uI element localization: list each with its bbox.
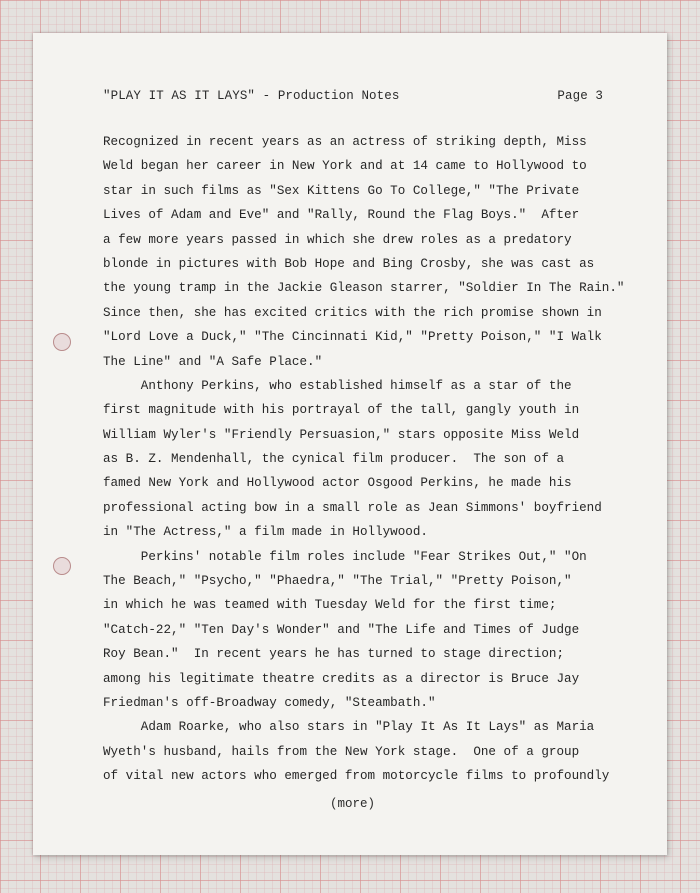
text-line: star in such films as "Sex Kittens Go To College," "The Private	[103, 183, 580, 198]
text-line: Anthony Perkins, who established himself as a star of the	[103, 378, 572, 393]
text-line: Roy Bean." In recent years he has turned to stage direction;	[103, 647, 565, 662]
text-line: The Beach," "Psycho," "Phaedra," "The Trial," "Pretty Poison,"	[103, 574, 572, 589]
document-title: "PLAY IT AS IT LAYS" - Production Notes	[103, 89, 400, 103]
document-page	[33, 33, 667, 855]
text-line: Perkins' notable film roles include "Fear Strikes Out," "On	[103, 549, 587, 564]
text-line: "Lord Love a Duck," "The Cincinnati Kid," "Pretty Poison," "I Walk	[103, 330, 602, 345]
text-line: professional acting bow in a small role as Jean Simmons' boyfriend	[103, 500, 602, 515]
text-line: Adam Roarke, who also stars in "Play It As It Lays" as Maria	[103, 720, 595, 735]
text-line: in which he was teamed with Tuesday Weld for the first time;	[103, 598, 557, 613]
text-line: Since then, she has excited critics with the rich promise shown in	[103, 305, 602, 320]
text-line: William Wyler's "Friendly Persuasion," stars opposite Miss Weld	[103, 427, 580, 442]
text-line: famed New York and Hollywood actor Osgood Perkins, he made his	[103, 476, 572, 491]
text-line: Wyeth's husband, hails from the New York stage. One of a group	[103, 744, 580, 759]
text-line: Weld began her career in New York and at 14 came to Hollywood to	[103, 159, 587, 174]
text-line: in "The Actress," a film made in Hollywood.	[103, 525, 428, 540]
text-line: "Catch-22," "Ten Day's Wonder" and "The Life and Times of Judge	[103, 622, 580, 637]
body-text	[103, 130, 633, 789]
punch-hole-lower	[53, 557, 71, 575]
text-line: as B. Z. Mendenhall, the cynical film producer. The son of a	[103, 452, 565, 467]
text-line: first magnitude with his portrayal of the tall, gangly youth in	[103, 403, 580, 418]
text-line: Recognized in recent years as an actress of striking depth, Miss	[103, 135, 587, 149]
page-header	[103, 89, 603, 103]
page-number: Page 3	[557, 89, 603, 103]
text-line: Lives of Adam and Eve" and "Rally, Round the Flag Boys." After	[103, 208, 580, 223]
text-line: the young tramp in the Jackie Gleason starrer, "Soldier In The Rain."	[103, 281, 625, 296]
continuation-marker: (more)	[330, 797, 376, 811]
text-line: a few more years passed in which she drew roles as a predatory	[103, 232, 572, 247]
text-line: among his legitimate theatre credits as a director is Bruce Jay	[103, 671, 580, 686]
text-line: Friedman's off-Broadway comedy, "Steambath."	[103, 695, 436, 710]
text-line: of vital new actors who emerged from motorcycle films to profoundly	[103, 769, 610, 784]
text-line: blonde in pictures with Bob Hope and Bing Crosby, she was cast as	[103, 256, 595, 271]
text-line: The Line" and "A Safe Place."	[103, 354, 323, 369]
punch-hole-upper	[53, 333, 71, 351]
